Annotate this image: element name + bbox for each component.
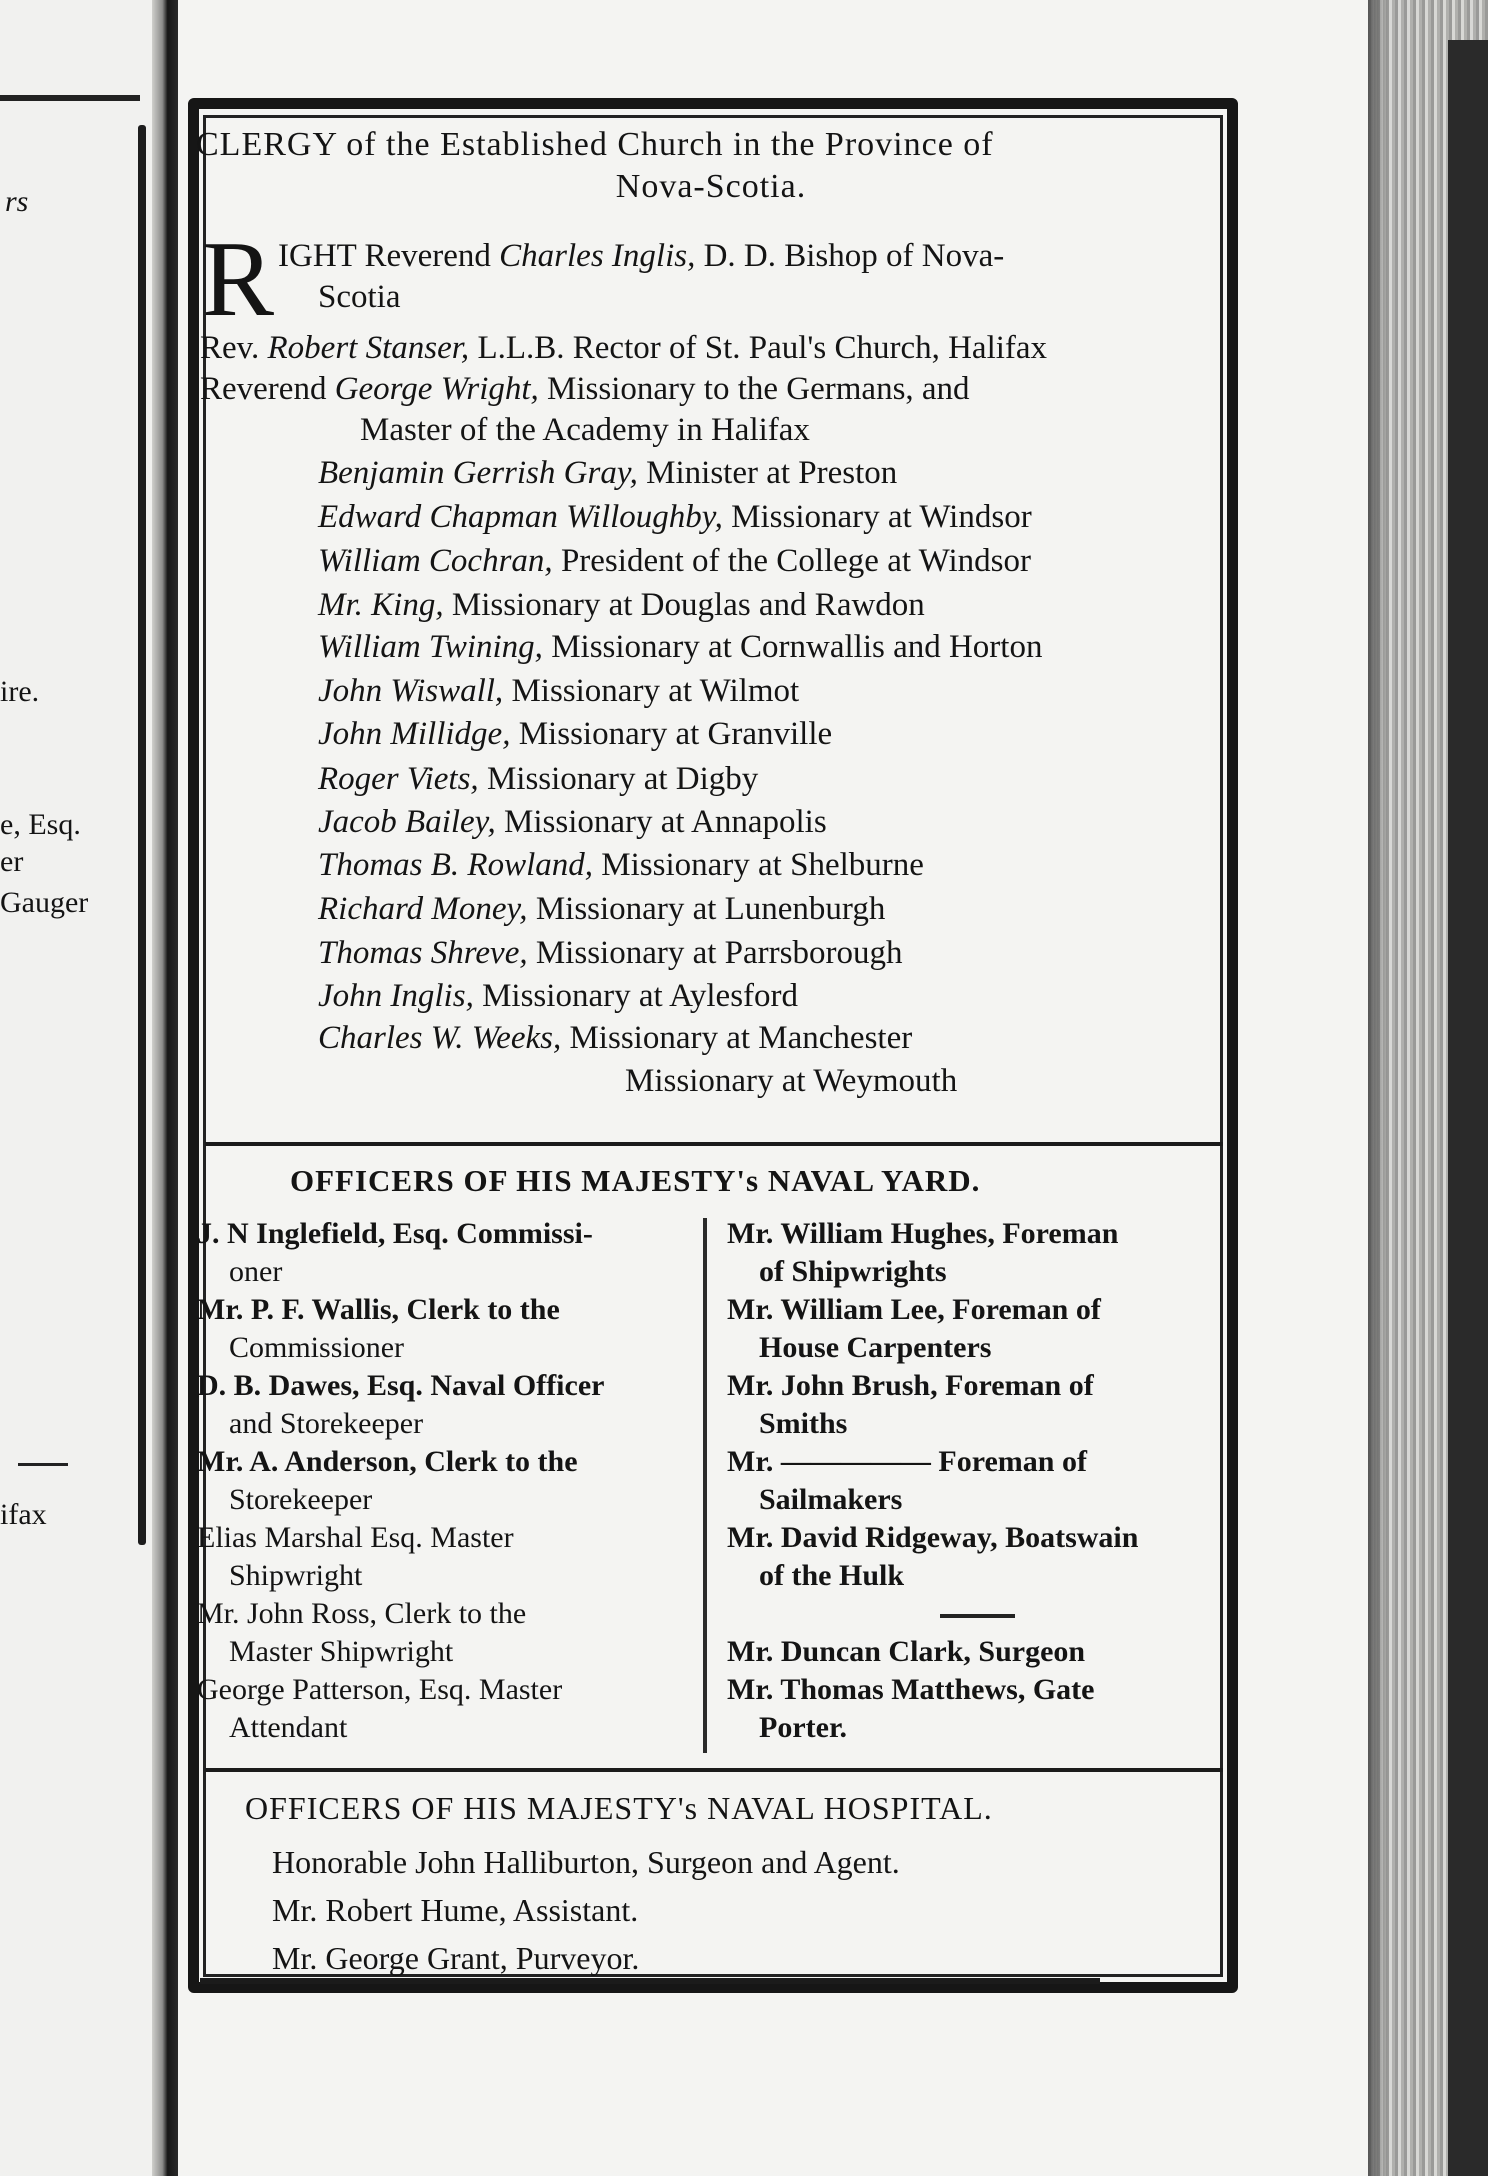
clergy-name: Robert Stanser, <box>267 330 470 366</box>
clergy-entry <box>318 845 924 885</box>
naval-yard-entry: George Patterson, Esq. Master <box>197 1673 563 1706</box>
clergy-role: Missionary at Wilmot <box>503 673 800 709</box>
naval-yard-entry: Mr. John Brush, Foreman of <box>727 1369 1094 1402</box>
clergy-entry <box>318 714 832 754</box>
clergy-name: Jacob Bailey, <box>318 804 496 840</box>
bottom-rule <box>200 1978 1100 1984</box>
clergy-entry <box>318 497 1032 537</box>
facing-fragment: ire. <box>0 675 40 708</box>
clergy-role: Missionary at Weymouth <box>625 1063 958 1099</box>
bishop-text: D. D. Bishop of Nova- <box>695 238 1005 274</box>
clergy-role: Missionary at Douglas and Rawdon <box>443 587 925 623</box>
naval-yard-entry: Mr. David Ridgeway, Boatswain <box>727 1521 1139 1554</box>
naval-yard-entry: Mr. William Hughes, Foreman <box>727 1217 1119 1250</box>
short-divider <box>940 1614 1015 1618</box>
hospital-entry: Mr. George Grant, Purveyor. <box>272 1940 640 1976</box>
clergy-name: Richard Money, <box>318 891 528 927</box>
naval-yard-entry-cont: Commissioner <box>229 1331 405 1364</box>
hospital-entry: Honorable John Halliburton, Surgeon and Agent. <box>272 1844 900 1880</box>
facing-page-rule <box>0 95 140 101</box>
clergy-entry <box>200 369 970 409</box>
naval-yard-entry-cont: Shipwright <box>229 1559 363 1592</box>
naval-hospital-title: OFFICERS OF HIS MAJESTY's NAVAL HOSPITAL. <box>245 1790 993 1826</box>
naval-yard-entry: D. B. Dawes, Esq. Naval Officer <box>197 1369 605 1402</box>
clergy-entry <box>318 933 902 973</box>
naval-yard-entry-cont: Storekeeper <box>229 1483 373 1516</box>
facing-divider <box>18 1463 68 1466</box>
clergy-role: President of the College at Windsor <box>552 543 1031 579</box>
clergy-role: Missionary at Shelburne <box>593 847 924 883</box>
naval-yard-entry-cont: Attendant <box>229 1711 348 1744</box>
clergy-name: Benjamin Gerrish Gray, <box>318 455 638 491</box>
clergy-name: Roger Viets, <box>318 761 479 797</box>
clergy-name: John Inglis, <box>318 978 474 1014</box>
bishop-entry-cont: Scotia <box>318 279 401 315</box>
clergy-name: George Wright, <box>334 371 539 407</box>
facing-fragment: Gauger <box>0 886 89 919</box>
clergy-entry <box>625 1061 957 1101</box>
clergy-name: William Twining, <box>318 629 543 665</box>
clergy-entry <box>200 328 1047 368</box>
clergy-entry <box>318 627 1042 667</box>
clergy-prefix: Rev. <box>200 330 268 366</box>
clergy-role: Missionary at Manchester <box>561 1020 913 1056</box>
naval-yard-right-column <box>727 1215 1138 1747</box>
section-divider <box>205 1768 1223 1772</box>
naval-yard-entry-cont: Master Shipwright <box>229 1635 454 1668</box>
naval-yard-entry: Mr. Duncan Clark, Surgeon <box>727 1635 1086 1668</box>
clergy-role: Missionary at Annapolis <box>495 804 827 840</box>
facing-page <box>0 0 152 2176</box>
facing-fragment: rs <box>5 185 29 218</box>
clergy-entry <box>318 541 1031 581</box>
bishop-name: Charles Inglis, <box>499 238 696 274</box>
clergy-name: John Wiswall, <box>318 673 504 709</box>
clergy-prefix: Reverend <box>200 371 335 407</box>
clergy-title <box>196 124 1226 208</box>
facing-fragment: ifax <box>0 1498 47 1531</box>
clergy-entry <box>318 585 925 625</box>
naval-yard-entry-cont: Sailmakers <box>759 1483 903 1516</box>
clergy-name: Mr. King, <box>318 587 444 623</box>
clergy-entry <box>360 410 810 450</box>
clergy-role: Master of the Academy in Halifax <box>360 412 810 448</box>
naval-yard-entry-cont: Porter. <box>759 1711 848 1744</box>
naval-yard-entry: Mr. William Lee, Foreman of <box>727 1293 1101 1326</box>
naval-yard-entry: Mr. Thomas Matthews, Gate <box>727 1673 1095 1706</box>
facing-fragment: er <box>0 845 24 878</box>
book-gutter <box>152 0 178 2176</box>
clergy-role: L.L.B. Rector of St. Paul's Church, Halifax <box>469 330 1048 366</box>
clergy-entry <box>318 759 758 799</box>
clergy-name: Thomas B. Rowland, <box>318 847 594 883</box>
clergy-role: Missionary at Windsor <box>722 499 1032 535</box>
naval-yard-title: OFFICERS OF HIS MAJESTY's NAVAL YARD. <box>290 1163 981 1198</box>
clergy-entry <box>318 889 885 929</box>
clergy-role: Missionary at Lunenburgh <box>527 891 886 927</box>
hospital-entry: Mr. Robert Hume, Assistant. <box>272 1892 639 1928</box>
facing-border <box>138 125 146 1545</box>
dropcap: R <box>202 220 275 339</box>
clergy-name: Thomas Shreve, <box>318 935 528 971</box>
page-edge-shadow <box>1368 0 1388 2176</box>
clergy-role: Missionary at Granville <box>510 716 833 752</box>
naval-yard-entry-cont: Smiths <box>759 1407 848 1440</box>
clergy-role: Missionary at Parrsborough <box>527 935 903 971</box>
bishop-text: IGHT Reverend <box>278 238 500 274</box>
clergy-entry <box>318 1018 912 1058</box>
clergy-title-line: Nova-Scotia. <box>615 168 807 205</box>
spacer <box>727 1595 1138 1633</box>
clergy-entry <box>318 802 827 842</box>
facing-fragment: e, Esq. <box>0 808 81 841</box>
clergy-role: Missionary at Aylesford <box>473 978 799 1014</box>
clergy-role: Missionary to the Germans, and <box>538 371 970 407</box>
clergy-entry <box>318 976 798 1016</box>
naval-yard-entry-cont: of the Hulk <box>759 1559 905 1592</box>
naval-yard-entry: Elias Marshal Esq. Master <box>197 1521 514 1554</box>
clergy-title-line: CLERGY of the Established Church in the Province of <box>196 126 994 163</box>
naval-yard-entry-cont: oner <box>229 1255 283 1288</box>
section-divider <box>205 1142 1223 1146</box>
clergy-entry <box>318 453 897 493</box>
naval-yard-entry: J. N Inglefield, Esq. Commissi- <box>197 1217 593 1250</box>
clergy-name: Charles W. Weeks, <box>318 1020 562 1056</box>
clergy-name: John Millidge, <box>318 716 511 752</box>
bishop-entry <box>278 236 1004 276</box>
clergy-role: Missionary at Digby <box>478 761 759 797</box>
clergy-role: Minister at Preston <box>637 455 898 491</box>
clergy-name: Edward Chapman Willoughby, <box>318 499 723 535</box>
column-divider <box>703 1218 707 1753</box>
naval-yard-entry-cont: and Storekeeper <box>229 1407 424 1440</box>
naval-yard-left-column <box>197 1215 604 1747</box>
clergy-role: Missionary at Cornwallis and Horton <box>542 629 1043 665</box>
naval-yard-entry: Mr. A. Anderson, Clerk to the <box>197 1445 578 1478</box>
naval-yard-entry-cont: House Carpenters <box>759 1331 992 1364</box>
naval-yard-entry: Mr. P. F. Wallis, Clerk to the <box>197 1293 560 1326</box>
naval-yard-entry-cont: of Shipwrights <box>759 1255 947 1288</box>
book-cover-edge <box>1448 40 1488 2176</box>
naval-yard-entry: Mr. ————— Foreman of <box>727 1445 1087 1478</box>
clergy-name: William Cochran, <box>318 543 553 579</box>
naval-yard-entry: Mr. John Ross, Clerk to the <box>197 1597 527 1630</box>
clergy-entry <box>318 671 799 711</box>
